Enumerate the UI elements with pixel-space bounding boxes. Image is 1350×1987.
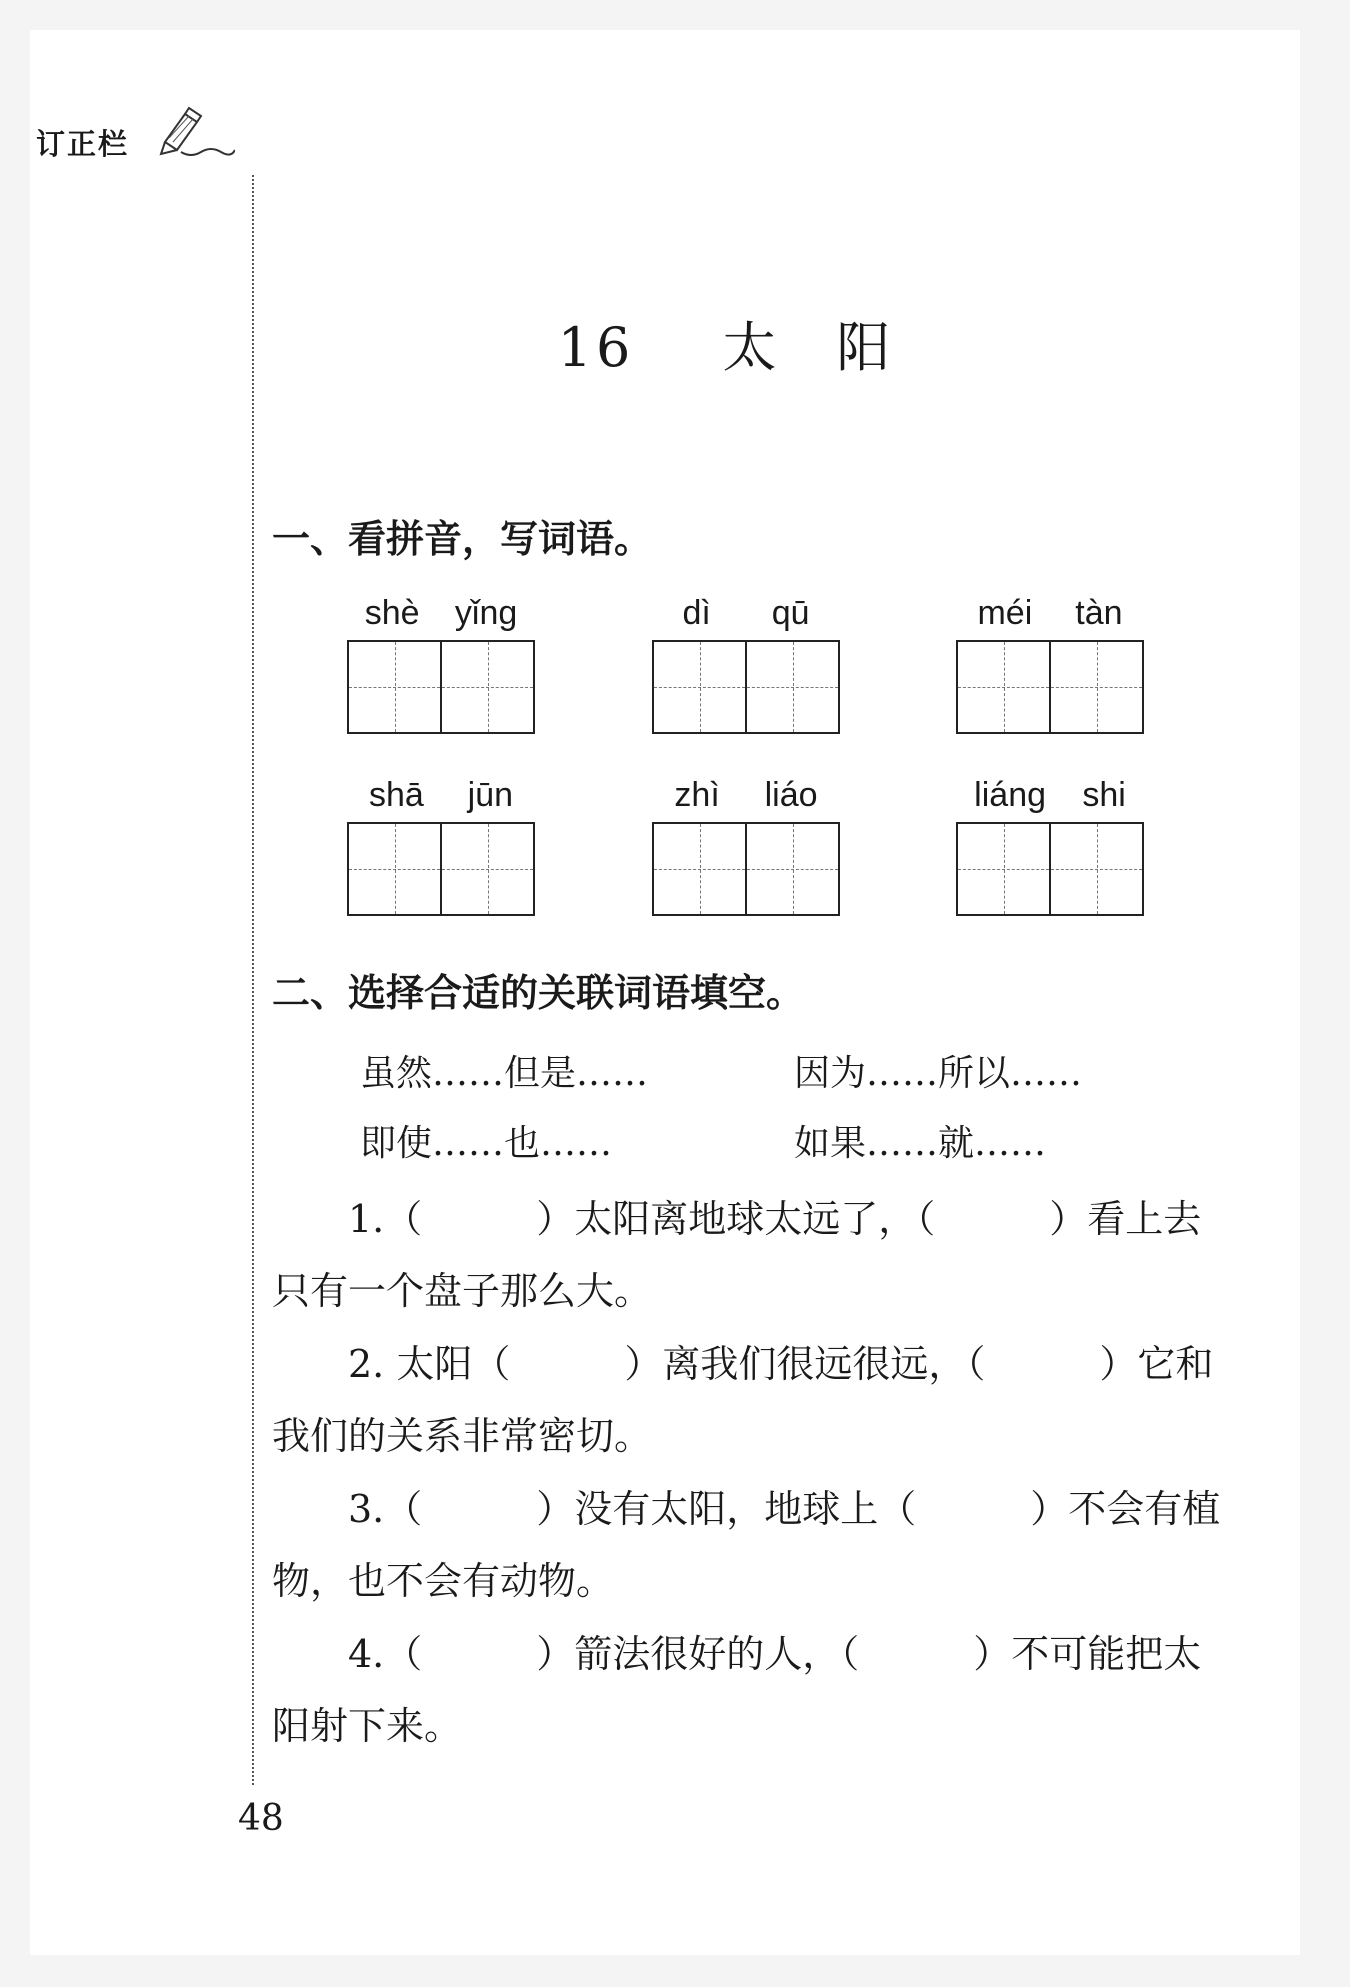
pinyin-syllable: zhì [674, 776, 720, 814]
writing-cell[interactable] [1049, 824, 1142, 914]
pinyin-syllable: tàn [1075, 594, 1123, 632]
pencil-icon [155, 102, 235, 162]
lesson-title [0, 305, 1350, 382]
question-2-line-1: 2. 太阳（ ）离我们很远很远，（ ）它和 [348, 1342, 1214, 1386]
conjunction-option: 因为……所以…… [794, 1053, 1083, 1094]
pinyin-syllable: yǐng [454, 594, 518, 632]
writing-grid [956, 822, 1144, 916]
pinyin-word [956, 590, 1144, 734]
lesson-title-char-2: 阳 [836, 316, 895, 379]
question-1-line-1: 1.（ ）太阳离地球太远了，（ ）看上去 [348, 1197, 1202, 1241]
writing-cell[interactable] [440, 824, 533, 914]
pinyin-syllable: shè [364, 594, 420, 632]
pinyin-syllable: dì [682, 594, 711, 632]
writing-grid [956, 640, 1144, 734]
question-2-line-2: 我们的关系非常密切。 [272, 1414, 653, 1458]
pinyin-word [652, 772, 840, 916]
writing-grid [347, 822, 535, 916]
conjunction-option: 即使……也…… [360, 1123, 613, 1164]
question-4-line-1: 4.（ ）箭法很好的人，（ ）不可能把太 [348, 1632, 1202, 1676]
writing-cell[interactable] [654, 824, 745, 914]
pinyin-syllable: qū [771, 594, 810, 632]
conjunction-option: 如果……就…… [794, 1123, 1047, 1164]
pinyin-syllable: jūn [467, 776, 514, 814]
writing-grid [652, 640, 840, 734]
lesson-number: 16 [557, 316, 635, 379]
pinyin-word [347, 590, 535, 734]
correction-column-label: 订正栏 [36, 127, 130, 161]
question-1-line-2: 只有一个盘子那么大。 [272, 1269, 653, 1313]
section-2-heading: 二、选择合适的关联词语填空。 [272, 971, 805, 1015]
writing-cell[interactable] [745, 642, 838, 732]
pinyin-word [347, 772, 535, 916]
question-3-line-2: 物，也不会有动物。 [272, 1559, 615, 1603]
pinyin-syllable: liáng [974, 776, 1047, 814]
pinyin-syllable: liáo [764, 776, 818, 814]
writing-cell[interactable] [349, 824, 440, 914]
writing-cell[interactable] [349, 642, 440, 732]
writing-cell[interactable] [958, 824, 1049, 914]
conjunction-option: 虽然……但是…… [360, 1053, 649, 1094]
question-3-line-1: 3.（ ）没有太阳，地球上（ ）不会有植 [348, 1487, 1221, 1531]
writing-cell[interactable] [440, 642, 533, 732]
pinyin-word [956, 772, 1144, 916]
section-1-heading: 一、看拼音，写词语。 [272, 517, 653, 561]
question-4-line-2: 阳射下来。 [272, 1704, 463, 1748]
pinyin-syllable: shi [1082, 776, 1126, 814]
pinyin-word [652, 590, 840, 734]
writing-cell[interactable] [654, 642, 745, 732]
writing-grid [347, 640, 535, 734]
margin-dotted-line [252, 175, 254, 1785]
page-number: 48 [238, 1798, 284, 1839]
pinyin-syllable: méi [977, 594, 1033, 632]
lesson-title-char-1: 太 [722, 316, 781, 379]
writing-cell[interactable] [745, 824, 838, 914]
writing-cell[interactable] [1049, 642, 1142, 732]
writing-cell[interactable] [958, 642, 1049, 732]
writing-grid [652, 822, 840, 916]
pinyin-syllable: shā [368, 776, 424, 814]
